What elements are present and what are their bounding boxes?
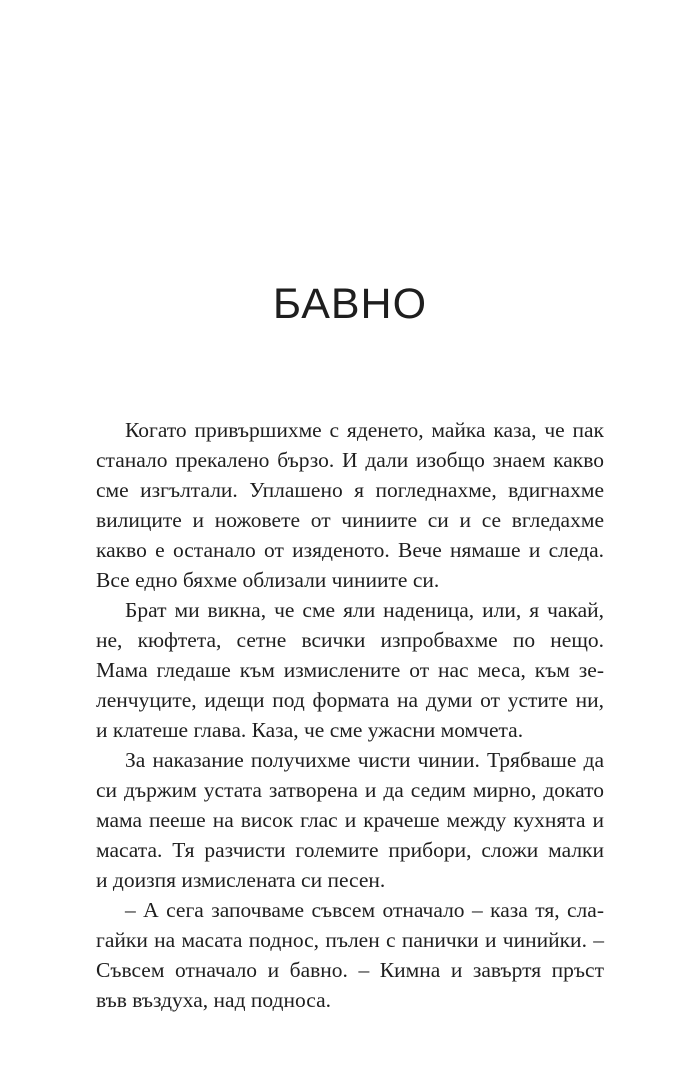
- text-line: какво е останало от изяденото. Вече нямаше и следа.: [96, 538, 604, 562]
- text-line: Мама гледаше към измислените от нас меса, към зе-: [96, 658, 604, 682]
- text-line: и клатеше глава. Каза, че сме ужасни момчета.: [96, 718, 524, 742]
- text-line: Брат ми викна, че сме яли наденица, или, я чакай,: [125, 598, 604, 622]
- text-line: във въздуха, над подноса.: [96, 988, 331, 1012]
- text-line: вилиците и ножовете от чиниите си и се вгледахме: [96, 508, 604, 532]
- text-line: и доизпя измислената си песен.: [96, 868, 386, 892]
- text-line: ленчуците, идещи под формата на думи от устите ни,: [96, 688, 604, 712]
- text-line: мама пееше на висок глас и крачеше между кухнята и: [96, 808, 604, 832]
- text-line: масата. Тя разчисти големите прибори, сложи малки: [96, 838, 604, 862]
- text-line: не, кюфтета, сетне всички изпробвахме по нещо.: [96, 628, 604, 652]
- text-line: Когато привършихме с яденето, майка каза, че пак: [125, 418, 604, 442]
- text-line: си държим устата затворена и да седим мирно, докато: [96, 778, 604, 802]
- text-line: – А сега започваме съвсем отначало – каза тя, сла-: [125, 898, 604, 922]
- text-line: сме изгълтали. Уплашено я погледнахме, вдигнахме: [96, 478, 604, 502]
- chapter-title: БАВНО: [272, 280, 428, 328]
- text-line: станало прекалено бързо. И дали изобщо знаем какво: [96, 448, 604, 472]
- text-line: Съвсем отначало и бавно. – Кимна и завъртя пръст: [96, 958, 604, 982]
- text-line: Все едно бяхме облизали чиниите си.: [96, 568, 440, 592]
- text-line: За наказание получихме чисти чинии. Трябваше да: [125, 748, 604, 772]
- text-line: гайки на масата поднос, пълен с панички и чинийки. –: [96, 928, 604, 952]
